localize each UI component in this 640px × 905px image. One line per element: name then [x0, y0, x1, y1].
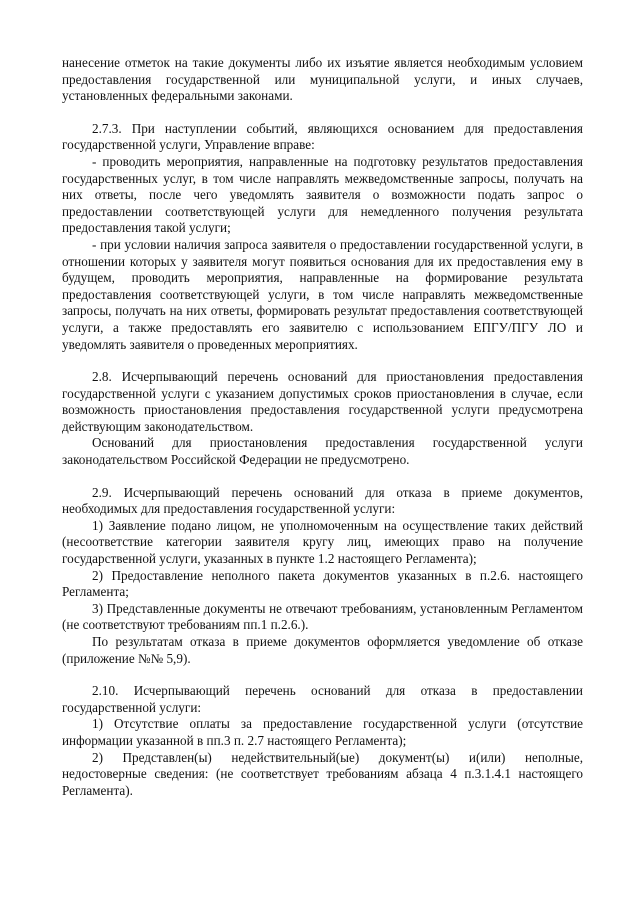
paragraph-2-7-3: 2.7.3. При наступлении событий, являющихся основанием для предоставления государственной услуги, Управление вправе: — [62, 120, 583, 153]
paragraph-2-9-result: По результатам отказа в приеме документов оформляется уведомление об отказе (приложение №№ 5,9). — [62, 634, 583, 666]
list-item-2-9-3: 3) Представленные документы не отвечают требованиям, установленным Регламентом (не соответствуют требованиям пп.1 п.2.6.). — [62, 600, 583, 633]
list-item-2-9-1: 1) Заявление подано лицом, не уполномоченным на осуществление таких действий (несоответствие категории заявителя кругу лиц, имеющих право на получение государственной услуги, указанных в пункте 1.2 настоящего Регламента); — [62, 517, 583, 567]
list-item-2-9-2: 2) Предоставление неполного пакета документов указанных в п.2.6. настоящего Регламента; — [62, 567, 583, 600]
paragraph-2-8-note: Оснований для приостановления предоставления государственной услуги законодательством Российской Федерации не предусмотрено. — [62, 435, 583, 468]
paragraph-continuation: нанесение отметок на такие документы либо их изъятие является необходимым условием предоставления государственной или муниципальной услуги, и иных случаев, установленных федеральными законами. — [62, 55, 583, 104]
paragraph-2-8: 2.8. Исчерпывающий перечень оснований для приостановления предоставления государственной услуги с указанием допустимых сроков приостановления в случае, если возможность приостановления предоставления государственной услуги предусмотрена действующим законодательством. — [62, 369, 583, 434]
list-item-2-10-1: 1) Отсутствие оплаты за предоставление государственной услуги (отсутствие информации указанной в пп.3 п. 2.7 настоящего Регламента); — [62, 716, 583, 748]
paragraph-2-9: 2.9. Исчерпывающий перечень оснований для отказа в приеме документов, необходимых для предоставления государственной услуги: — [62, 484, 583, 517]
document-body — [62, 55, 583, 799]
list-item-dash-2: - при условии наличия запроса заявителя о предоставлении государственной услуги, в отношении которых у заявителя могут появиться основания для их предоставления ему в будущем, проводить мероприятия, направленные на формирование результата предоставления соответствующей услуги, в том числе направлять межведомственные запросы, получать на них ответы, формировать результат предоставления соответствующей услуги, а также предоставлять его заявителю с использованием ЕПГУ/ПГУ ЛО и уведомлять заявителя о проведенных мероприятиях. — [62, 236, 583, 352]
list-item-dash-1: - проводить мероприятия, направленные на подготовку результатов предоставления государственных услуг, в том числе направлять межведомственные запросы, получать на них ответы, после чего уведомлять заявителя о возможности подать запрос о предоставлении соответствующей услуги для немедленного получения результата предоставления такой услуги; — [62, 153, 583, 236]
paragraph-2-10: 2.10. Исчерпывающий перечень оснований для отказа в предоставлении государственной услуги: — [62, 683, 583, 715]
list-item-2-10-2: 2) Представлен(ы) недействительный(ые) документ(ы) и(или) неполные, недостоверные сведения: (не соответствует требованиям абзаца 4 п.3.1.4.1 настоящего Регламента). — [62, 749, 583, 798]
